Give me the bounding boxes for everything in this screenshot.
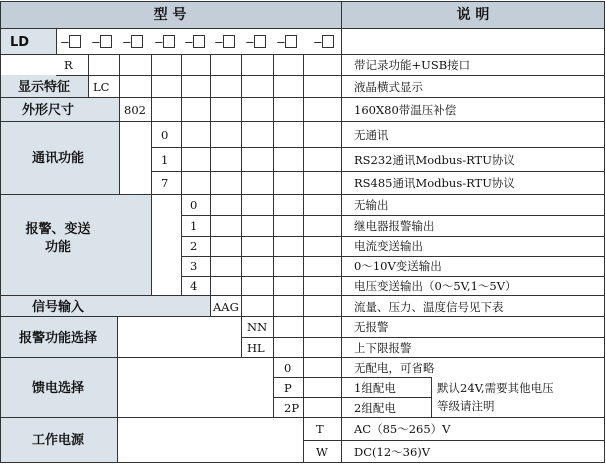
slot-dash: − bbox=[60, 35, 70, 49]
slot-box bbox=[101, 36, 112, 48]
alarm-label-background bbox=[0, 194, 151, 295]
slot-dash: − bbox=[122, 35, 132, 49]
slot-box bbox=[255, 36, 266, 48]
alarmsel-label: 报警功能选择 bbox=[18, 331, 98, 346]
alarm-desc-0: 无输出 bbox=[354, 198, 389, 212]
slot-dash: − bbox=[276, 35, 286, 49]
power-code-t: T bbox=[316, 422, 324, 436]
model-code-slots bbox=[60, 35, 334, 49]
alarm-desc-2: 电流变送输出 bbox=[354, 239, 423, 253]
record-description: 带记录功能+USB接口 bbox=[354, 58, 471, 72]
display-code: LC bbox=[93, 80, 110, 94]
alarm-label-line2: 功能 bbox=[44, 240, 72, 255]
slot-dash: − bbox=[214, 35, 224, 49]
alarm-label-line1: 报警、变送 bbox=[25, 222, 91, 237]
slot-dash: − bbox=[245, 35, 255, 49]
feed-code-p: P bbox=[284, 381, 292, 395]
slot-box bbox=[224, 36, 235, 48]
model-code-slot bbox=[276, 35, 297, 49]
feed-code-2p: 2P bbox=[284, 401, 300, 415]
display-description: 液晶横式显示 bbox=[354, 80, 423, 94]
feed-desc-p: 1组配电 bbox=[354, 381, 396, 395]
slot-dash: − bbox=[313, 35, 323, 49]
feed-code-0: 0 bbox=[284, 361, 292, 375]
comm-code-1: 1 bbox=[161, 153, 169, 167]
model-code-slot bbox=[214, 35, 235, 49]
model-code-slot bbox=[245, 35, 266, 49]
alarm-code-1: 1 bbox=[190, 219, 198, 233]
alarmsel-desc-hl: 上下限报警 bbox=[354, 341, 412, 355]
power-desc-w: DC(12～36)V bbox=[354, 445, 431, 459]
alarm-code-3: 3 bbox=[190, 259, 198, 273]
model-code-slot bbox=[91, 35, 112, 49]
comm-desc-7: RS485通讯Modbus-RTU协议 bbox=[354, 176, 515, 190]
slot-box bbox=[70, 36, 81, 48]
feed-note-line2: 等级请注明 bbox=[437, 399, 495, 413]
size-code: 802 bbox=[124, 103, 146, 117]
power-desc-t: AC（85～265）V bbox=[354, 422, 451, 436]
slot-dash: − bbox=[184, 35, 194, 49]
size-label: 外形尺寸 bbox=[21, 103, 75, 118]
display-label: 显示特征 bbox=[17, 80, 71, 95]
model-header: 型 号 bbox=[153, 7, 187, 23]
header-background bbox=[0, 1, 605, 28]
comm-desc-0: 无通讯 bbox=[354, 128, 389, 142]
alarm-desc-4: 电压变送输出（0～5V,1～5V） bbox=[354, 279, 517, 293]
alarmsel-code-hl: HL bbox=[247, 341, 265, 355]
power-label: 工作电源 bbox=[31, 433, 85, 448]
feed-desc-0: 无配电，可省略 bbox=[354, 361, 435, 375]
slot-box bbox=[323, 36, 334, 48]
size-description: 160X80带温压补偿 bbox=[354, 103, 457, 117]
model-code-slot bbox=[154, 35, 175, 49]
alarm-code-0: 0 bbox=[190, 198, 198, 212]
power-code-w: W bbox=[316, 445, 328, 459]
model-code-slot bbox=[122, 35, 143, 49]
slot-box bbox=[132, 36, 143, 48]
signal-description: 流量、压力、温度信号见下表 bbox=[354, 300, 504, 314]
slot-box bbox=[164, 36, 175, 48]
alarmsel-desc-nn: 无报警 bbox=[354, 320, 389, 334]
alarm-code-2: 2 bbox=[190, 239, 198, 253]
model-code-slot bbox=[60, 35, 81, 49]
alarmsel-code-nn: NN bbox=[247, 320, 268, 334]
comm-label: 通讯功能 bbox=[31, 151, 85, 166]
model-prefix: LD bbox=[10, 35, 30, 50]
model-code-slot bbox=[184, 35, 205, 49]
feed-note-line1: 默认24V,需要其他电压 bbox=[437, 381, 554, 395]
description-header: 说 明 bbox=[456, 7, 490, 23]
slot-box bbox=[286, 36, 297, 48]
comm-code-7: 7 bbox=[161, 176, 169, 190]
feed-label: 馈电选择 bbox=[31, 381, 85, 396]
alarm-desc-3: 0～10V变送输出 bbox=[354, 259, 442, 273]
record-code: R bbox=[64, 58, 73, 72]
signal-label: 信号输入 bbox=[31, 300, 85, 315]
alarm-code-4: 4 bbox=[190, 279, 198, 293]
comm-desc-1: RS232通讯Modbus-RTU协议 bbox=[354, 153, 515, 167]
comm-code-0: 0 bbox=[161, 128, 169, 142]
signal-code: AAG bbox=[213, 300, 239, 314]
slot-dash: − bbox=[154, 35, 164, 49]
slot-box bbox=[194, 36, 205, 48]
feed-desc-2p: 2组配电 bbox=[354, 401, 396, 415]
model-code-slot bbox=[313, 35, 334, 49]
alarm-desc-1: 继电器报警输出 bbox=[354, 219, 435, 233]
slot-dash: − bbox=[91, 35, 101, 49]
